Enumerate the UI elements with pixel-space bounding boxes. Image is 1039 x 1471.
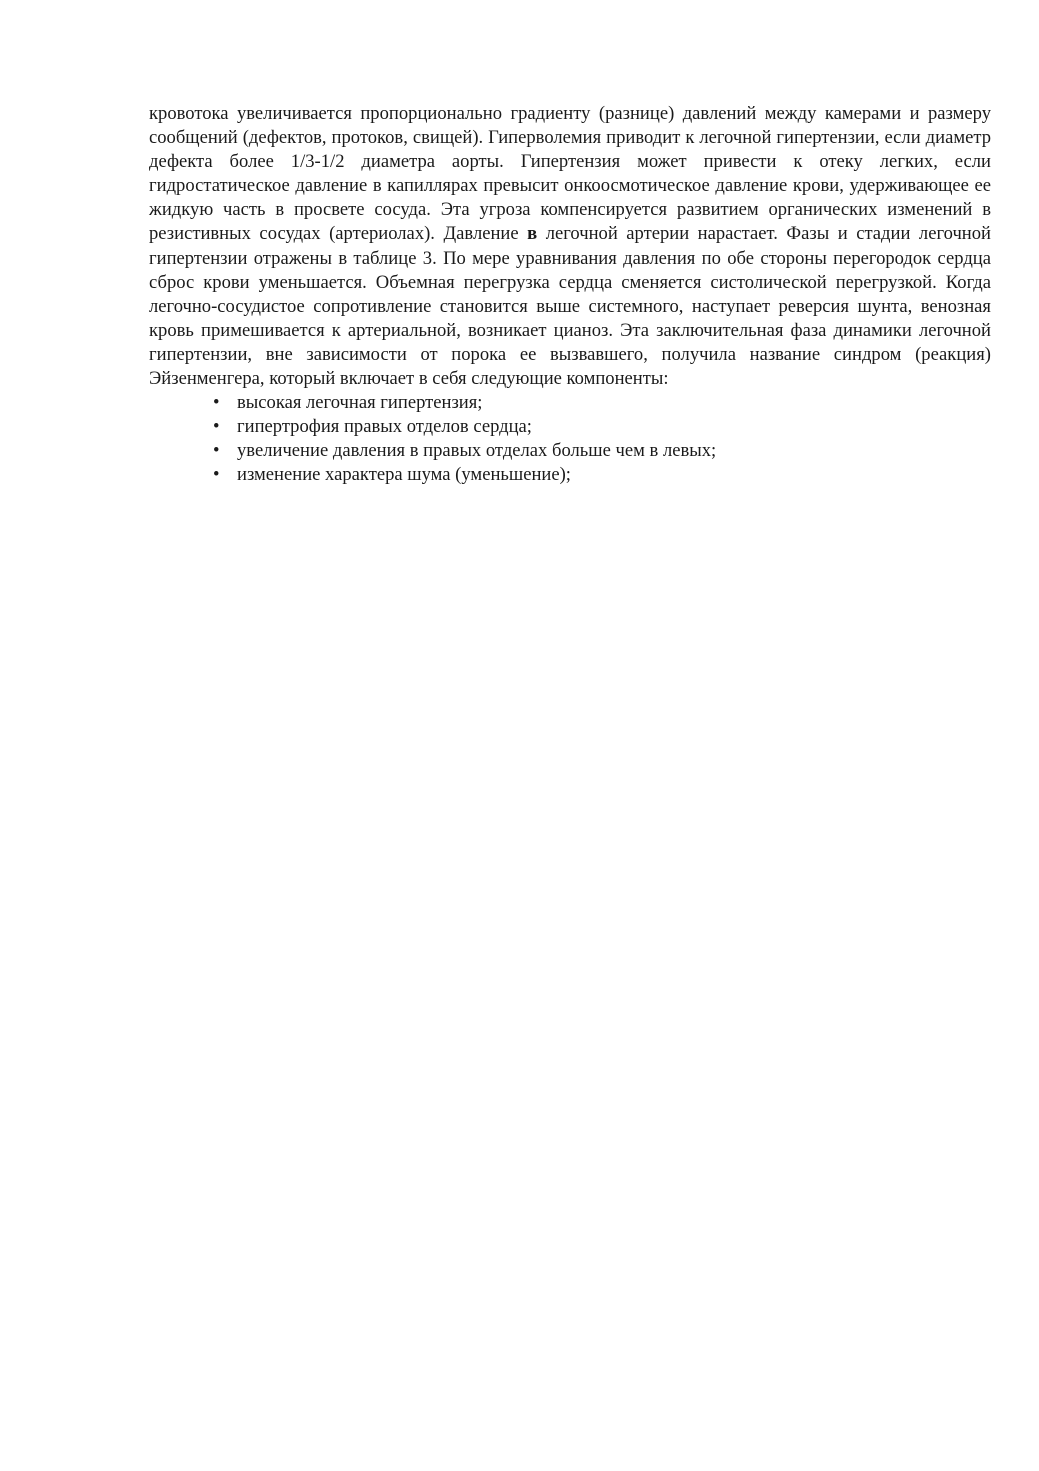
body-paragraph: [149, 102, 991, 391]
bullet-item: [213, 463, 991, 487]
bullet-item-text: увеличение давления в правых отделах больше чем в левых;: [237, 440, 717, 462]
bullet-item-text: гипертрофия правых отделов сердца;: [237, 416, 532, 438]
paragraph-text-part-1: кровотока увеличивается пропорционально градиенту (разнице) давлений между камерами и размеру сообщений (дефектов, протоков, свищей). Гиперволемия приводит к легочной гипертензии, если диаметр дефекта более 1/3-1/2 диаметра аорты. Гипертензия может привести к отеку легких, если гидростатическое давление в капиллярах превысит онкоосмотическое давление крови, удерживающее ее жидкую часть в просвете сосуда. Эта угроза компенсируется развитием органических изменений в резистивных сосудах (артериолах). Давление: [149, 103, 991, 245]
bullet-item: [213, 439, 991, 463]
paragraph-text-part-2: легочной артерии нарастает. Фазы и стадии легочной гипертензии отражены в таблице 3. По мере уравнивания давления по обе стороны перегородок сердца сброс крови уменьшается. Объемная перегрузка сердца сменяется систолической перегрузкой. Когда легочно-сосудистое сопротивление становится выше системного, наступает реверсия шунта, венозная кровь примешивается к артериальной, возникает цианоз. Эта заключительная фаза динамики легочной гипертензии, вне зависимости от порока ее вызвавшего, получила название синдром (реакция) Эйзенменгера, который включает в себя следующие компоненты:: [149, 223, 991, 390]
bullet-icon: •: [213, 392, 220, 414]
bullet-icon: •: [213, 464, 220, 486]
component-bullet-list: [149, 391, 991, 487]
bullet-icon: •: [213, 440, 220, 462]
bullet-item-text: изменение характера шума (уменьшение);: [237, 464, 571, 486]
bullet-item-text: высокая легочная гипертензия;: [237, 392, 483, 414]
bullet-icon: •: [213, 416, 220, 438]
paragraph-bold-word: в: [527, 223, 538, 245]
bullet-item: [213, 415, 991, 439]
bullet-item: [213, 391, 991, 415]
document-page: [149, 102, 991, 488]
